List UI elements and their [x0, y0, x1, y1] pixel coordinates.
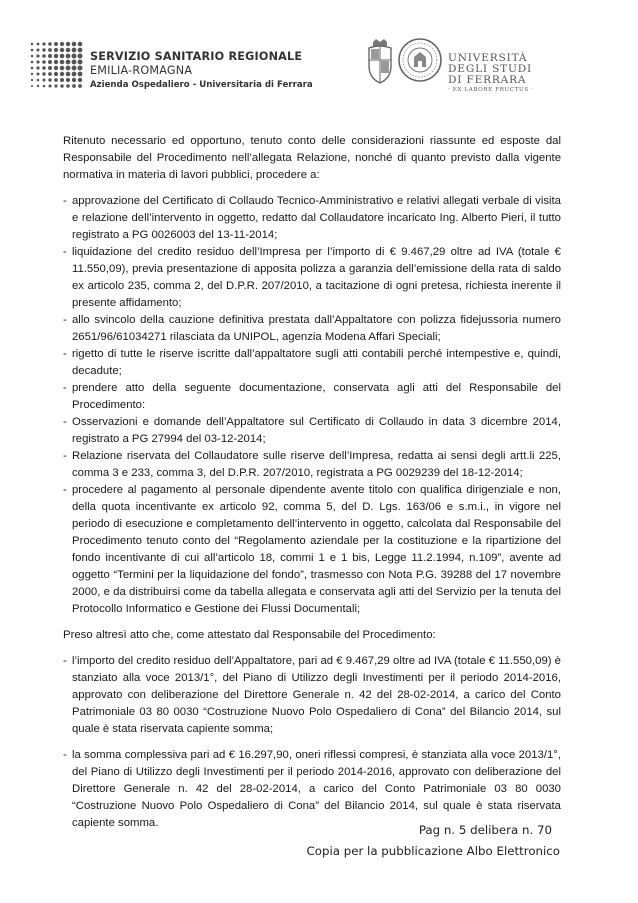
university-seal-icon [397, 37, 443, 83]
list-item [63, 414, 561, 448]
list-dash: - [63, 484, 67, 496]
list-item-text: prendere atto della seguente documentazione, conservata agli atti del Responsabile del Procedimento: [72, 382, 561, 411]
list-item-text: Relazione riservata del Collaudatore sulle riserve dell’Impresa, redatta ai sensi degli artt.li 225, comma 3 e 233, comma 3, del D.P.R. 207/2010, registrata a PG 0029239 del 18-12-2014; [72, 450, 561, 479]
list-item [63, 653, 561, 738]
intro-paragraph: Ritenuto necessario ed opportuno, tenuto conto delle considerazioni riassunte ed esposte dal Responsabile del Procedimento nell’allegata Relazione, nonché di quanto previsto dalla vigente normativa in materia di lavori pubblici, procedere a: [63, 135, 561, 181]
list-item [63, 380, 561, 414]
university-logo-text [448, 53, 534, 93]
list-dash: - [63, 749, 67, 761]
list-dash: - [63, 195, 67, 207]
list-dash: - [63, 348, 67, 360]
page-footer [250, 820, 560, 862]
list-item [63, 244, 561, 312]
list-item-text: la somma complessiva pari ad € 16.297,90, oneri riflessi compresi, è stanziata alla voce 2013/1°, del Piano di Utilizzo degli Investimenti per il periodo 2014-2016, approvato con deliberazione del Direttore Generale n. 42 del 28-02-2014, a carico del Conto Patrimoniale 03 80 0030 “Costruzione Nuovo Polo Ospedaliero di Cona” del Bilancio 2014, sul quale è stata riservata capiente somma. [72, 749, 561, 829]
decision-list [63, 193, 561, 618]
university-motto: · EX LABORE FRUCTUS · [448, 87, 534, 93]
list-item-text: Osservazioni e domande dell’Appaltatore sul Certificato di Collaudo in data 3 dicembre 2014, registrato a PG 27994 del 03-12-2014; [72, 416, 561, 445]
ssr-title: SERVIZIO SANITARIO REGIONALE [90, 50, 303, 63]
page-number: Pag n. 5 delibera n. 70 [418, 823, 552, 837]
ssr-region: EMILIA-ROMAGNA [90, 64, 193, 77]
university-line-1: UNIVERSITÀ [448, 52, 528, 64]
list-dash: - [63, 246, 67, 258]
list-dash: - [63, 655, 67, 667]
list-dash: - [63, 450, 67, 462]
publication-note: Copia per la pubblicazione Albo Elettronico [306, 844, 560, 858]
ssr-logo-dots-icon [28, 40, 84, 88]
list-item-text: liquidazione del credito residuo dell’Impresa per l’importo di € 9.467,29 oltre ad IVA (totale € 11.550,09), previa presentazione di apposita polizza a garanzia dell’emissione della rata di saldo ex articolo 235, comma 2, del D.P.R. 207/2010, a tacitazione di ogni pretesa, richiesta inerente il presente affidamento; [72, 246, 561, 309]
ssr-logo-text [90, 50, 313, 90]
attestation-list [63, 653, 561, 832]
list-item-text: allo svincolo della cauzione definitiva prestata dall’Appaltatore con polizza fidejussoria numero 2651/96/61034271 rilasciata da UNIPOL, agenzia Modena Affari Speciali; [72, 314, 561, 343]
page-header [0, 0, 638, 110]
ferrara-crest-icon [367, 38, 393, 84]
list-item [63, 312, 561, 346]
list-item [63, 482, 561, 618]
ssr-azienda: Azienda Ospedaliero - Universitaria di Ferrara [90, 80, 313, 90]
university-line-3: DI FERRARA [448, 74, 527, 86]
list-dash: - [63, 314, 67, 326]
preso-paragraph: Preso altresì atto che, come attestato dal Responsabile del Procedimento: [63, 629, 436, 641]
list-item-text: l’importo del credito residuo dell’Appaltatore, pari ad € 9.467,29 oltre ad IVA (totale € 11.550,09) è stanziato alla voce 2013/1°, del Piano di Utilizzo degli Investimenti per il periodo 2014-2016, approvato con deliberazione del Direttore Generale n. 42 del 28-02-2014, a carico del Conto Patrimoniale 03 80 0030 “Costruzione Nuovo Polo Ospedaliero di Cona” del Bilancio 2014, sul quale è stata riservata capiente somma; [72, 655, 561, 735]
document-body [63, 133, 561, 841]
list-item-text: approvazione del Certificato di Collaudo Tecnico-Amministrativo e relativi allegati verbale di visita e relazione dell’intervento in oggetto, redatto dal Collaudatore incaricato Ing. Alberto Pieri, il tutto registrato a PG 0026003 del 13-11-2014; [72, 195, 561, 241]
list-item-text: rigetto di tutte le riserve iscritte dall’appaltatore sugli atti contabili perché intempestive e, quindi, decadute; [72, 348, 561, 377]
list-dash: - [63, 382, 67, 394]
list-item-text: procedere al pagamento al personale dipendente avente titolo con qualifica dirigenziale e non, della quota incentivante ex articolo 92, comma 5, del D. Lgs. 163/06 e s.m.i., in vigore nel periodo di esecuzione e completamento dell’intervento in oggetto, calcolata dal Responsabile del Procedimento tenuto conto del “Regolamento aziendale per la costituzione e la ripartizione del fondo incentivante di cui all’articolo 18, commi 1 e 1 bis, Legge 11.2.1994, n.109”, avente ad oggetto “Termini per la liquidazione del fondo”, trasmesso con Nota P.G. 39288 del 17 novembre 2000, e da distribuirsi come da tabella allegata e conservata agli atti del Servizio per la tenuta del Protocollo Informatico e Gestione dei Flussi Documentali; [72, 484, 561, 615]
list-item [63, 346, 561, 380]
list-item [63, 448, 561, 482]
list-dash: - [63, 416, 67, 428]
list-item [63, 193, 561, 244]
university-line-2: DEGLI STUDI [448, 63, 533, 75]
